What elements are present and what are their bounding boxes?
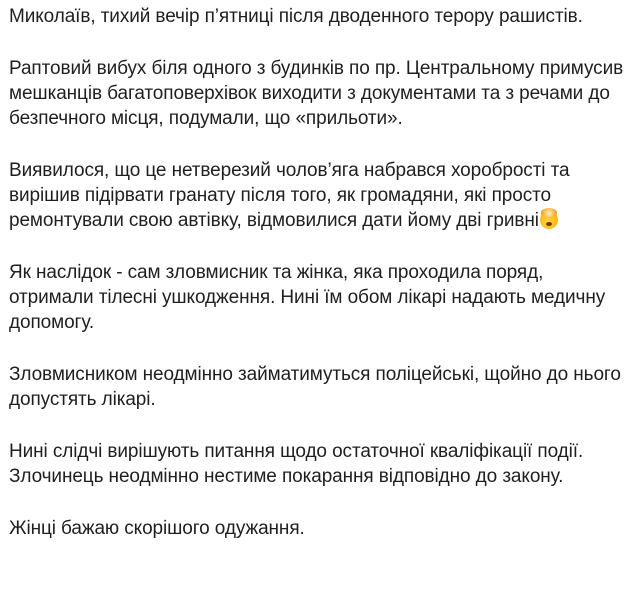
paragraph-7: Жінці бажаю скорішого одужання. — [9, 518, 305, 539]
paragraph-4: Як наслідок - сам зловмисник та жінка, яка проходила поряд, отримали тілесні ушкодження. Нині їм обом лікарі надають медичну допомогу. — [9, 262, 606, 333]
paragraph-5: Зловмисником неодмінно займатимуться поліцейські, щойно до нього допустять лікарі. — [9, 364, 621, 410]
paragraph-2: Раптовий вибух біля одного з будинків по пр. Центральному примусив мешканців багатоповерхівок виходити з документами та з речами до безпечного місця, подумали, що «прильоти». — [9, 58, 624, 129]
paragraph-6: Нині слідчі вирішують питання щодо остаточної кваліфікації події. Злочинець неодмінно нестиме покарання відповідно до закону. — [9, 441, 584, 487]
paragraph-1: Миколаїв, тихий вечір п’ятниці після дводенного терору рашистів. — [9, 6, 583, 27]
post-text — [9, 4, 625, 541]
exploding-head-emoji-icon — [540, 211, 558, 229]
paragraph-3-text: Виявилося, що це нетверезий чолов’яга набрався хоробрості та вирішив підірвати гранату після того, як громадяни, які просто ремонтували свою автівку, відмовилися дати йому дві гривні — [9, 160, 570, 231]
paragraph-3 — [9, 158, 625, 233]
